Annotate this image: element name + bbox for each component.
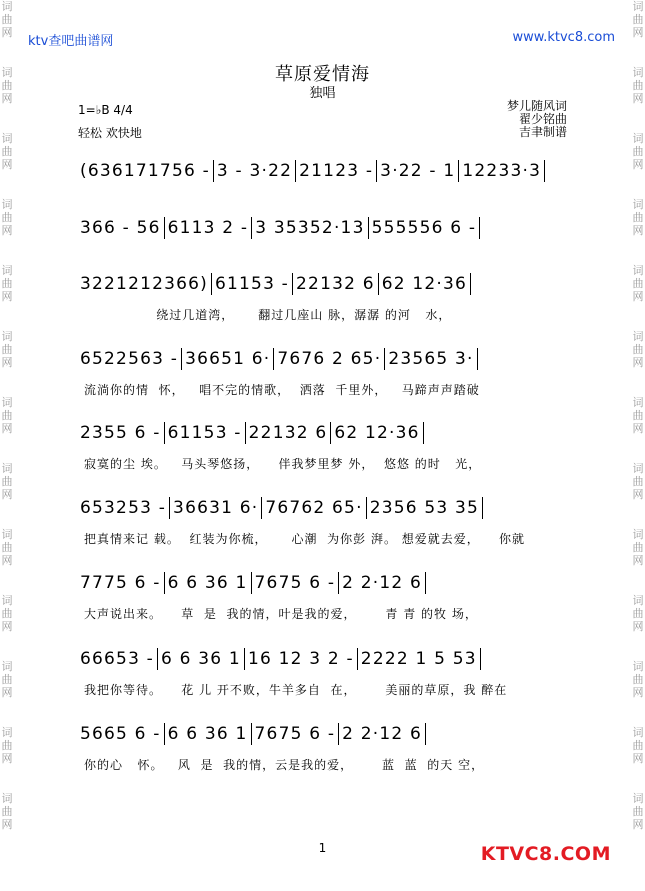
measure: 6 6 36 1 [167,573,248,593]
barline [425,723,426,745]
watermark-text: 词曲网 [632,792,644,831]
watermark-text: 词曲网 [632,198,644,237]
measure: 61153 - [167,423,242,443]
watermark-text: 词曲网 [1,330,13,369]
site-logo[interactable]: KTVC8.COM [480,843,611,865]
measure: 6 6 36 1 [167,724,248,744]
measure: 555556 6 - [371,218,477,238]
notation-line [80,492,580,524]
site-name-left[interactable]: ktv查吧曲谱网 [28,34,114,49]
score-row [80,417,580,483]
notation-line [80,718,580,750]
barline [366,497,367,519]
watermark-text: 词曲网 [1,594,13,633]
measure: 2 2·12 6 [342,724,423,744]
composer-credit: 翟少铭曲 [518,112,567,126]
barline [213,160,214,182]
barline [376,160,377,182]
lyrics-line [84,250,584,270]
notation-line [80,268,580,300]
barline [181,348,182,370]
measure: 7775 6 - [80,573,161,593]
notation-line [80,417,580,449]
score-row [80,268,580,334]
barline [378,273,379,295]
barline [164,217,165,239]
right-watermark-column [631,0,645,891]
watermark-text: 词曲网 [632,330,644,369]
site-url-right[interactable]: www.ktvc8.com [512,30,615,45]
watermark-text: 词曲网 [632,0,644,39]
barline [482,497,483,519]
barline [261,497,262,519]
measure: 16 12 3 2 - [247,649,354,669]
barline [244,648,245,670]
lyricist-credit: 梦儿随风词 [506,99,567,113]
watermark-text: 词曲网 [632,660,644,699]
measure: 7675 6 - [254,724,336,744]
watermark-text: 词曲网 [1,132,13,171]
left-watermark-column [0,0,14,891]
watermark-text: 词曲网 [632,726,644,765]
measure: 2 2·12 6 [342,573,423,593]
measure: 76762 65· [265,498,363,518]
barline [164,422,165,444]
watermark-text: 词曲网 [1,528,13,567]
measure: 61153 - [215,274,290,294]
song-subtitle: 独唱 [309,86,336,101]
barline [470,273,471,295]
lyrics-line: 绕过几道湾， 翻过几座山 脉，潺潺 的河 水， [84,308,452,322]
measure: 3221212366) [80,274,208,294]
watermark-text: 词曲网 [1,198,13,237]
watermark-text: 词曲网 [1,660,13,699]
barline [164,723,165,745]
measure: 2222 1 5 53 [360,649,477,669]
lyrics-line: 大声说出来。 草 是 我的情，叶是我的爱， 青 青 的牧 场， [84,607,478,621]
notation-line [80,212,580,244]
measure: 7676 2 65· [277,349,382,369]
barline [157,648,158,670]
barline [479,217,480,239]
measure: 653253 - [80,498,167,518]
score-row [80,567,580,633]
watermark-text: 词曲网 [632,132,644,171]
lyrics-line: 把真情来记 载。 红装为你梳， 心潮 为你彭 湃。 想爱就去爱， 你就 [84,532,526,546]
measure: 36651 6· [185,349,271,369]
watermark-text: 词曲网 [632,594,644,633]
barline [338,723,339,745]
score-row [80,643,580,709]
measure: 23565 3· [388,349,474,369]
watermark-text: 词曲网 [632,462,644,501]
measure: 5665 6 - [80,724,161,744]
watermark-text: 词曲网 [632,264,644,303]
barline [384,348,385,370]
lyrics-line: 你的心 怀。 风 是 我的情，云是我的爱， 蓝 蓝 的天 空， [84,758,485,772]
barline [544,160,545,182]
notation-line [80,643,580,675]
notation-line [80,155,580,187]
measure: 12233·3 [462,161,542,181]
tempo-marking: 轻松 欢快地 [78,126,142,140]
lyrics-line: 寂寞的尘 埃。 马头琴悠扬， 伴我梦里梦 外， 悠悠 的时 光， [84,457,482,471]
song-title: 草原爱情海 [275,64,370,85]
credits-block [507,100,567,139]
score-row [80,718,580,784]
watermark-text: 词曲网 [1,792,13,831]
barline [423,422,424,444]
measure: 22132 6 [248,423,328,443]
notation-line [80,567,580,599]
barline [164,572,165,594]
barline [211,273,212,295]
watermark-text: 词曲网 [1,66,13,105]
barline [273,348,274,370]
barline [251,217,252,239]
barline [295,160,296,182]
barline [477,348,478,370]
barline [458,160,459,182]
page-number: 1 [318,841,327,855]
notation-line [80,343,580,375]
watermark-text: 词曲网 [632,528,644,567]
measure: 3 35352·13 [255,218,365,238]
watermark-text: 词曲网 [632,66,644,105]
measure: 3 - 3·22 [216,161,293,181]
key-signature: 1=♭B 4/4 [78,103,133,117]
watermark-text: 词曲网 [1,396,13,435]
measure: 2355 6 - [80,423,161,443]
barline [251,723,252,745]
barline [368,217,369,239]
score-row [80,492,580,558]
measure: 7675 6 - [254,573,336,593]
measure: 2356 53 35 [369,498,480,518]
barline [251,572,252,594]
lyrics-line [84,193,584,213]
barline [245,422,246,444]
measure: 22132 6 [296,274,375,294]
lyrics-line: 我把你等待。 花 儿 开不败，牛羊多自 在， 美丽的草原，我 醉在 [84,683,508,697]
watermark-text: 词曲网 [632,396,644,435]
watermark-text: 词曲网 [1,462,13,501]
score-row [80,343,580,409]
barline [292,273,293,295]
barline [338,572,339,594]
watermark-text: 词曲网 [1,0,13,39]
lyrics-line: 流淌你的情 怀， 唱不完的情歌， 洒落 千里外， 马蹄声声踏破 [84,383,480,397]
barline [169,497,170,519]
barline [425,572,426,594]
barline [480,648,481,670]
watermark-text: 词曲网 [1,726,13,765]
transcriber-credit: 吉聿制谱 [518,125,567,139]
barline [330,422,331,444]
barline [357,648,358,670]
measure: 6113 2 - [167,218,249,238]
measure: 66653 - [80,649,155,669]
watermark-text: 词曲网 [1,264,13,303]
measure: 21123 - [299,161,374,181]
measure: (636171756 - [80,161,210,181]
measure: 6522563 - [80,349,179,369]
measure: 366 - 56 [80,218,161,238]
measure: 62 12·36 [381,274,468,294]
measure: 62 12·36 [334,423,420,443]
measure: 3·22 - 1 [380,161,456,181]
measure: 6 6 36 1 [161,649,241,669]
measure: 36631 6· [173,498,259,518]
